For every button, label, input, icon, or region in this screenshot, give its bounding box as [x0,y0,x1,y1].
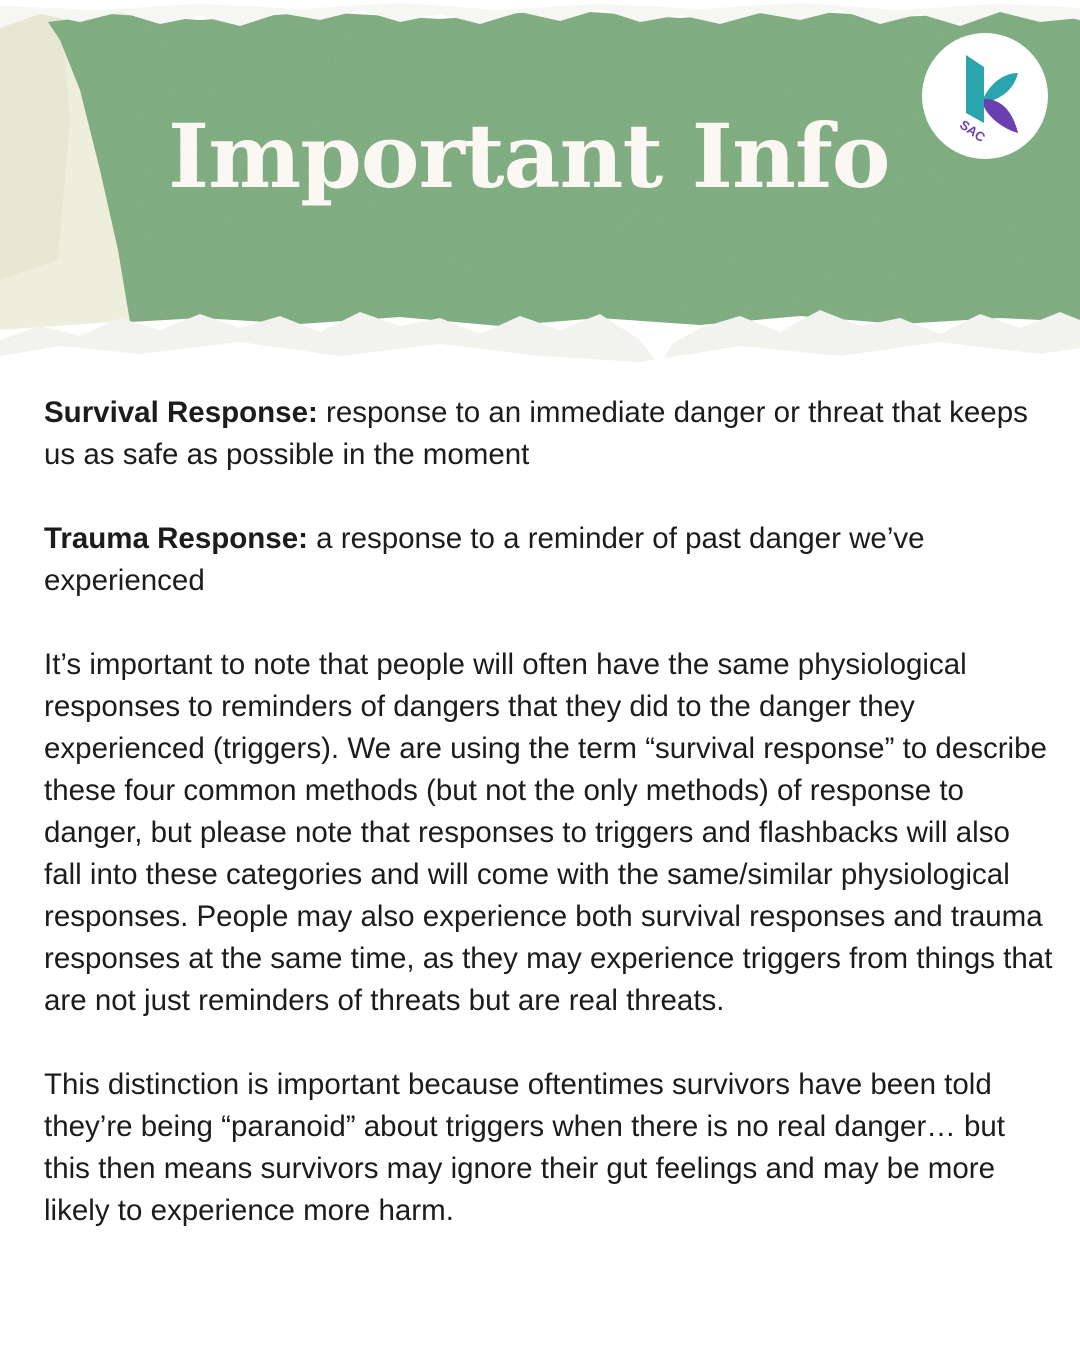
logo-k-stem [966,55,984,123]
distinction-paragraph: This distinction is important because oftentimes survivors have been told they’re being “paranoid” about triggers when there is no real danger… but this then means survivors may ignore their gut feelings and may be more likely to experience more harm. [44,1068,1005,1227]
logo-k-lower-leaf [984,99,1018,133]
ksac-logo [922,33,1048,159]
survival-response-text: response to an immediate danger or threat that keeps us as safe as possible in the moment [44,396,1028,471]
trauma-response-definition [44,518,1054,602]
header-banner [0,0,1080,375]
survival-response-term: Survival Response: [44,396,318,429]
survival-response-definition [44,392,1054,476]
trauma-response-term: Trauma Response: [44,522,308,555]
page-title: Important Info [168,104,890,208]
logo-sub-text: SAC [957,116,989,145]
important-note-paragraph: It’s important to note that people will often have the same physiological responses to reminders of dangers that they did to the danger they experienced (triggers). We are using the term “survival response” to describe these four common methods (but not the only methods) of response to danger, but please note that responses to triggers and flashbacks will also fall into these categories and will come with the same/similar physiological responses. People may also experience both survival responses and trauma responses at the same time, as they may experience triggers from things that are not just reminders of threats but are real threats. [44,648,1053,1017]
info-content [44,392,1054,1232]
logo-k-upper-leaf [984,73,1018,103]
trauma-response-text: a response to a reminder of past danger we’ve experienced [44,522,925,597]
